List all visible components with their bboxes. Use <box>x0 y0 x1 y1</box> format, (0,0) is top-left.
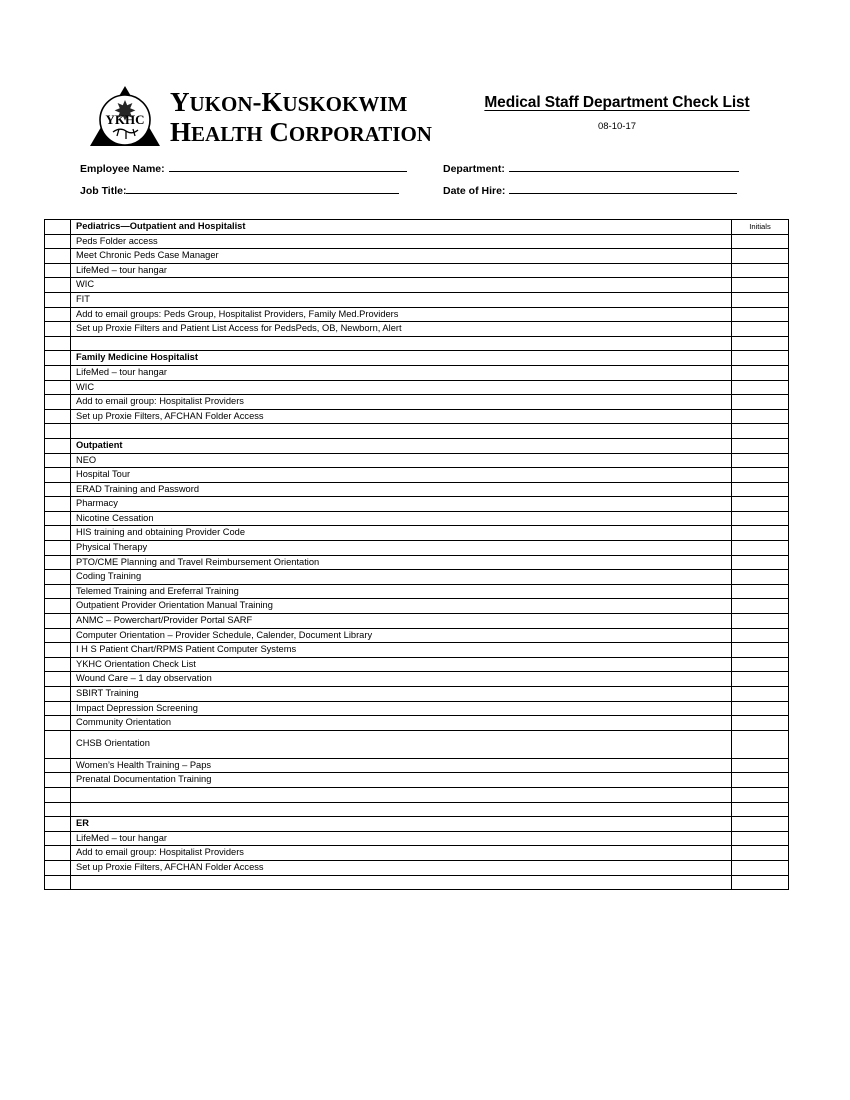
checkbox-cell[interactable] <box>45 846 71 861</box>
checkbox-cell[interactable] <box>45 875 71 890</box>
table-row <box>45 249 789 264</box>
checkbox-cell[interactable] <box>45 787 71 802</box>
checkbox-cell[interactable] <box>45 220 71 235</box>
checklist-item-cell: Set up Proxie Filters, AFCHAN Folder Access <box>71 860 732 875</box>
date-of-hire-label: Date of Hire: <box>443 185 506 197</box>
checkbox-cell[interactable] <box>45 687 71 702</box>
initials-cell[interactable] <box>732 482 789 497</box>
checkbox-cell[interactable] <box>45 657 71 672</box>
initials-cell[interactable] <box>732 409 789 424</box>
initials-cell[interactable] <box>732 438 789 453</box>
employee-name-input[interactable] <box>169 171 407 172</box>
checklist-item-cell: SBIRT Training <box>71 687 732 702</box>
table-row <box>45 846 789 861</box>
checklist-table <box>44 219 789 890</box>
ykhc-logo <box>88 84 432 150</box>
checkbox-cell[interactable] <box>45 701 71 716</box>
checkbox-cell[interactable] <box>45 614 71 629</box>
table-row <box>45 409 789 424</box>
job-title-input[interactable] <box>126 193 399 194</box>
table-row <box>45 773 789 788</box>
document-date: 08-10-17 <box>597 121 637 132</box>
checkbox-cell[interactable] <box>45 860 71 875</box>
checklist-item-cell: CHSB Orientation <box>71 730 732 758</box>
checklist-item-cell: ANMC – Powerchart/Provider Portal SARF <box>71 614 732 629</box>
table-row <box>45 336 789 351</box>
checkbox-cell[interactable] <box>45 453 71 468</box>
checkbox-cell[interactable] <box>45 482 71 497</box>
initials-cell[interactable] <box>732 758 789 773</box>
initials-cell[interactable] <box>732 468 789 483</box>
initials-cell[interactable] <box>732 730 789 758</box>
initials-cell[interactable] <box>732 687 789 702</box>
checklist-item-cell: Set up Proxie Filters and Patient List Access for PedsPeds, OB, Newborn, Alert <box>71 322 732 337</box>
initials-cell[interactable] <box>732 817 789 832</box>
section-header-cell: Pediatrics—Outpatient and Hospitalist <box>71 220 732 235</box>
checkbox-cell[interactable] <box>45 468 71 483</box>
checklist-item-cell: FIT <box>71 292 732 307</box>
table-row <box>45 716 789 731</box>
table-row <box>45 875 789 890</box>
checklist-item-cell <box>71 875 732 890</box>
initials-cell[interactable] <box>732 336 789 351</box>
checklist-item-cell: WIC <box>71 380 732 395</box>
checkbox-cell[interactable] <box>45 643 71 658</box>
checklist-item-cell: Add to email group: Hospitalist Providers <box>71 846 732 861</box>
initials-cell[interactable] <box>732 860 789 875</box>
checklist-item-cell: Pharmacy <box>71 497 732 512</box>
table-row <box>45 701 789 716</box>
checkbox-cell[interactable] <box>45 526 71 541</box>
initials-cell[interactable] <box>732 351 789 366</box>
initials-cell[interactable] <box>732 846 789 861</box>
employee-name-field[interactable] <box>80 163 407 175</box>
table-row <box>45 292 789 307</box>
initials-cell[interactable] <box>732 584 789 599</box>
checkbox-cell[interactable] <box>45 773 71 788</box>
checkbox-cell[interactable] <box>45 599 71 614</box>
initials-cell[interactable] <box>732 511 789 526</box>
checkbox-cell[interactable] <box>45 584 71 599</box>
checklist-item-cell <box>71 336 732 351</box>
table-row <box>45 278 789 293</box>
checklist-item-cell: LifeMed – tour hangar <box>71 263 732 278</box>
checkbox-cell[interactable] <box>45 409 71 424</box>
checkbox-cell[interactable] <box>45 263 71 278</box>
checklist-item-cell: Telemed Training and Ereferral Training <box>71 584 732 599</box>
checklist-item-cell: Wound Care – 1 day observation <box>71 672 732 687</box>
job-title-field[interactable] <box>80 185 399 197</box>
checklist-item-cell: Set up Proxie Filters, AFCHAN Folder Access <box>71 409 732 424</box>
initials-cell[interactable] <box>732 541 789 556</box>
initials-cell[interactable] <box>732 570 789 585</box>
table-row <box>45 628 789 643</box>
table-row <box>45 555 789 570</box>
checklist-item-cell <box>71 802 732 817</box>
checkbox-cell[interactable] <box>45 395 71 410</box>
initials-cell[interactable] <box>732 497 789 512</box>
table-row <box>45 787 789 802</box>
checklist-item-cell: LifeMed – tour hangar <box>71 831 732 846</box>
checklist-item-cell: HIS training and obtaining Provider Code <box>71 526 732 541</box>
table-row <box>45 497 789 512</box>
initials-cell[interactable] <box>732 773 789 788</box>
checkbox-cell[interactable] <box>45 511 71 526</box>
table-row <box>45 395 789 410</box>
checkbox-cell[interactable] <box>45 802 71 817</box>
checkbox-cell[interactable] <box>45 380 71 395</box>
logo-line-one: YUKON-KUSKOKWIM <box>170 86 408 117</box>
table-row <box>45 220 789 235</box>
date-of-hire-input[interactable] <box>509 193 737 194</box>
checkbox-cell[interactable] <box>45 307 71 322</box>
initials-cell[interactable] <box>732 643 789 658</box>
initials-cell[interactable] <box>732 831 789 846</box>
table-row <box>45 468 789 483</box>
checklist-item-cell: Outpatient Provider Orientation Manual Training <box>71 599 732 614</box>
checklist-body <box>45 220 789 890</box>
table-row <box>45 584 789 599</box>
initials-cell[interactable] <box>732 380 789 395</box>
table-row <box>45 802 789 817</box>
table-row <box>45 643 789 658</box>
initials-cell[interactable] <box>732 614 789 629</box>
initials-cell[interactable] <box>732 672 789 687</box>
checkbox-cell[interactable] <box>45 628 71 643</box>
initials-cell[interactable] <box>732 716 789 731</box>
checklist-item-cell: Coding Training <box>71 570 732 585</box>
section-header-cell: ER <box>71 817 732 832</box>
checkbox-cell[interactable] <box>45 672 71 687</box>
table-row <box>45 526 789 541</box>
checklist-item-cell: Hospital Tour <box>71 468 732 483</box>
checklist-item-cell: I H S Patient Chart/RPMS Patient Computer Systems <box>71 643 732 658</box>
table-row <box>45 234 789 249</box>
initials-cell[interactable] <box>732 875 789 890</box>
table-row <box>45 599 789 614</box>
checkbox-cell[interactable] <box>45 292 71 307</box>
table-row <box>45 758 789 773</box>
table-row <box>45 307 789 322</box>
checkbox-cell[interactable] <box>45 424 71 439</box>
table-row <box>45 511 789 526</box>
document-header <box>0 78 850 158</box>
table-row <box>45 482 789 497</box>
title-block <box>452 94 782 132</box>
employee-info-form <box>0 163 850 211</box>
checklist-item-cell: NEO <box>71 453 732 468</box>
checklist-item-cell <box>71 424 732 439</box>
checkbox-cell[interactable] <box>45 322 71 337</box>
initials-cell[interactable] <box>732 701 789 716</box>
table-row <box>45 541 789 556</box>
initials-cell[interactable] <box>732 453 789 468</box>
checkbox-cell[interactable] <box>45 234 71 249</box>
checklist-item-cell: Add to email group: Hospitalist Providers <box>71 395 732 410</box>
checkbox-cell[interactable] <box>45 278 71 293</box>
checkbox-cell[interactable] <box>45 570 71 585</box>
checkbox-cell[interactable] <box>45 555 71 570</box>
svg-text:YKHC: YKHC <box>105 112 145 127</box>
section-header-cell: Outpatient <box>71 438 732 453</box>
initials-cell[interactable] <box>732 599 789 614</box>
page-title: Medical Staff Department Check List <box>484 94 750 111</box>
table-row <box>45 438 789 453</box>
table-row <box>45 453 789 468</box>
table-row <box>45 365 789 380</box>
initials-cell[interactable] <box>732 628 789 643</box>
checklist-item-cell: Community Orientation <box>71 716 732 731</box>
checklist-item-cell: Peds Folder access <box>71 234 732 249</box>
checkbox-cell[interactable] <box>45 716 71 731</box>
table-row <box>45 817 789 832</box>
table-row <box>45 351 789 366</box>
checkbox-cell[interactable] <box>45 336 71 351</box>
checklist-item-cell: Add to email groups: Peds Group, Hospitalist Providers, Family Med.Providers <box>71 307 732 322</box>
checklist-item-cell: Physical Therapy <box>71 541 732 556</box>
table-row <box>45 657 789 672</box>
checklist-item-cell: Computer Orientation – Provider Schedule, Calender, Document Library <box>71 628 732 643</box>
job-title-label: Job Title: <box>80 185 127 197</box>
checklist-item-cell: Meet Chronic Peds Case Manager <box>71 249 732 264</box>
table-row <box>45 672 789 687</box>
table-row <box>45 424 789 439</box>
table-row <box>45 614 789 629</box>
checklist-item-cell: WIC <box>71 278 732 293</box>
initials-cell[interactable] <box>732 802 789 817</box>
table-row <box>45 831 789 846</box>
checkbox-cell[interactable] <box>45 351 71 366</box>
initials-cell[interactable] <box>732 787 789 802</box>
checkbox-cell[interactable] <box>45 730 71 758</box>
checkbox-cell[interactable] <box>45 817 71 832</box>
checklist-item-cell <box>71 787 732 802</box>
initials-cell[interactable] <box>732 322 789 337</box>
checklist-item-cell: Prenatal Documentation Training <box>71 773 732 788</box>
department-label: Department: <box>443 163 505 175</box>
logo-line-two: HEALTH CORPORATION <box>170 116 432 147</box>
department-input[interactable] <box>509 171 739 172</box>
initials-cell[interactable] <box>732 307 789 322</box>
checkbox-cell[interactable] <box>45 438 71 453</box>
table-row <box>45 570 789 585</box>
checklist-item-cell: LifeMed – tour hangar <box>71 365 732 380</box>
initials-cell[interactable] <box>732 424 789 439</box>
initials-column-header: Initials <box>732 220 789 235</box>
checkbox-cell[interactable] <box>45 249 71 264</box>
table-row <box>45 263 789 278</box>
initials-cell[interactable] <box>732 278 789 293</box>
checkbox-cell[interactable] <box>45 497 71 512</box>
initials-cell[interactable] <box>732 249 789 264</box>
ykhc-wordmark <box>170 86 432 147</box>
initials-cell[interactable] <box>732 657 789 672</box>
checkbox-cell[interactable] <box>45 541 71 556</box>
initials-cell[interactable] <box>732 263 789 278</box>
employee-name-label: Employee Name: <box>80 163 165 175</box>
checklist-item-cell: Women’s Health Training – Paps <box>71 758 732 773</box>
checkbox-cell[interactable] <box>45 365 71 380</box>
initials-cell[interactable] <box>732 526 789 541</box>
initials-cell[interactable] <box>732 365 789 380</box>
checklist-item-cell: Nicotine Cessation <box>71 511 732 526</box>
initials-cell[interactable] <box>732 234 789 249</box>
checklist-item-cell: ERAD Training and Password <box>71 482 732 497</box>
table-row <box>45 860 789 875</box>
checkbox-cell[interactable] <box>45 831 71 846</box>
initials-cell[interactable] <box>732 555 789 570</box>
initials-cell[interactable] <box>732 395 789 410</box>
table-row <box>45 380 789 395</box>
table-row <box>45 687 789 702</box>
checkbox-cell[interactable] <box>45 758 71 773</box>
ykhc-triangle-logo-icon <box>88 84 162 150</box>
checklist-item-cell: YKHC Orientation Check List <box>71 657 732 672</box>
section-header-cell: Family Medicine Hospitalist <box>71 351 732 366</box>
department-field[interactable] <box>443 163 739 175</box>
checklist-item-cell: PTO/CME Planning and Travel Reimbursement Orientation <box>71 555 732 570</box>
initials-cell[interactable] <box>732 292 789 307</box>
table-row <box>45 730 789 758</box>
checklist-item-cell: Impact Depression Screening <box>71 701 732 716</box>
table-row <box>45 322 789 337</box>
date-of-hire-field[interactable] <box>443 185 737 197</box>
